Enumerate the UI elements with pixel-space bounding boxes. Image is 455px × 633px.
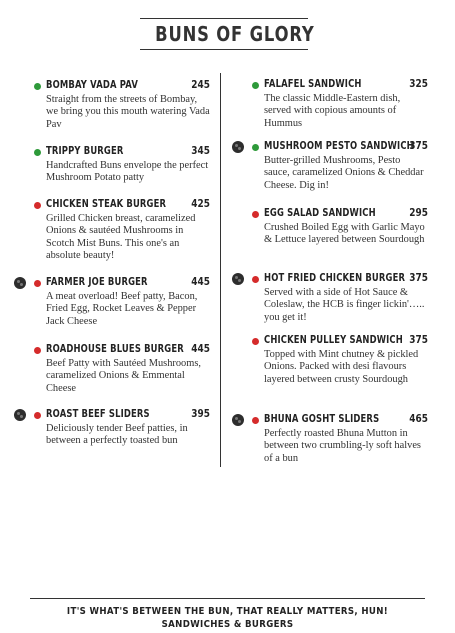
menu-title: BUNS OF GLORY — [155, 22, 315, 46]
menu-item — [14, 276, 210, 328]
item-price: 325 — [409, 78, 428, 90]
item-description: Deliciously tender Beef patties, in between a perfectly toasted bun — [46, 423, 188, 447]
item-name: CHICKEN PULLEY SANDWICH — [264, 334, 403, 346]
menu-item — [14, 408, 210, 448]
column-divider — [220, 73, 221, 467]
menu-item — [232, 78, 428, 130]
item-description: The classic Middle-Eastern dish, served with copious amounts of Hummus — [264, 93, 401, 129]
special-badge-icon — [232, 414, 244, 426]
item-price: 375 — [409, 334, 428, 346]
item-description: Butter-grilled Mushrooms, Pesto sauce, caramelized Onions & Cheddar Cheese. Dig in! — [264, 155, 424, 191]
item-price: 295 — [409, 207, 428, 219]
item-name: FALAFEL SANDWICH — [264, 78, 362, 90]
item-price: 465 — [409, 413, 428, 425]
non-veg-indicator-icon — [252, 211, 259, 218]
special-badge-icon — [232, 141, 244, 153]
menu-item — [232, 140, 428, 192]
item-price: 445 — [191, 343, 210, 355]
non-veg-indicator-icon — [34, 202, 41, 209]
menu-item — [232, 413, 428, 465]
non-veg-indicator-icon — [252, 276, 259, 283]
item-price: 375 — [409, 140, 428, 152]
item-description: Perfectly roasted Bhuna Mutton in between two crumbling-ly soft halves of a bun — [264, 428, 421, 464]
footer-rule — [30, 598, 425, 599]
item-name: MUSHROOM PESTO SANDWICH — [264, 140, 414, 152]
special-badge-icon — [232, 273, 244, 285]
item-name: ROAST BEEF SLIDERS — [46, 408, 150, 420]
item-name: ROADHOUSE BLUES BURGER — [46, 343, 184, 355]
non-veg-indicator-icon — [34, 347, 41, 354]
item-description: A meat overload! Beef patty, Bacon, Fried Egg, Rocket Leaves & Pepper Jack Cheese — [46, 291, 198, 327]
menu-footer — [30, 598, 425, 631]
menu-item — [232, 272, 428, 324]
menu-item — [14, 198, 210, 262]
item-description: Topped with Mint chutney & pickled Onions. Packed with desi flavours layered between crusty Sourdough — [264, 349, 419, 385]
menu-item — [232, 207, 428, 247]
item-name: TRIPPY BURGER — [46, 145, 124, 157]
item-description: Grilled Chicken breast, caramelized Onions & sautéed Mushrooms in Scotch Mist Buns. This one's an absolute beauty! — [46, 213, 196, 261]
item-name: BHUNA GOSHT SLIDERS — [264, 413, 380, 425]
item-description: Beef Patty with Sautéed Mushrooms, caramelized Onions & Emmental Cheese — [46, 358, 201, 394]
menu-title-block — [140, 18, 315, 50]
item-price: 445 — [191, 276, 210, 288]
title-rule-bottom — [140, 49, 308, 50]
veg-indicator-icon — [252, 82, 259, 89]
item-name: CHICKEN STEAK BURGER — [46, 198, 167, 210]
item-price: 245 — [191, 79, 210, 91]
non-veg-indicator-icon — [252, 417, 259, 424]
item-name: EGG SALAD SANDWICH — [264, 207, 376, 219]
item-description: Handcrafted Buns envelope the perfect Mushroom Potato patty — [46, 160, 209, 184]
menu-item — [14, 145, 210, 185]
non-veg-indicator-icon — [252, 338, 259, 345]
veg-indicator-icon — [34, 83, 41, 90]
item-description: Crushed Boiled Egg with Garlic Mayo & Lettuce layered between Sourdough — [264, 222, 425, 246]
veg-indicator-icon — [252, 144, 259, 151]
item-price: 395 — [191, 408, 210, 420]
item-name: BOMBAY VADA PAV — [46, 79, 139, 91]
item-description: Served with a side of Hot Sauce & Coleslaw, the HCB is finger lickin'….. you get it! — [264, 287, 425, 323]
footer-tagline: IT'S WHAT'S BETWEEN THE BUN, THAT REALLY MATTERS, HUN! — [66, 606, 389, 617]
special-badge-icon — [14, 409, 26, 421]
veg-indicator-icon — [34, 149, 41, 156]
menu-item — [14, 343, 210, 395]
item-price: 345 — [191, 145, 210, 157]
non-veg-indicator-icon — [34, 412, 41, 419]
item-name: FARMER JOE BURGER — [46, 276, 148, 288]
non-veg-indicator-icon — [34, 280, 41, 287]
item-price: 375 — [409, 272, 428, 284]
footer-section-name: SANDWICHES & BURGERS — [161, 619, 294, 630]
menu-item — [14, 79, 210, 131]
item-price: 425 — [191, 198, 210, 210]
item-description: Straight from the streets of Bombay, we bring you this mouth watering Vada Pav — [46, 94, 210, 130]
item-name: HOT FRIED CHICKEN BURGER — [264, 272, 406, 284]
menu-item — [232, 334, 428, 386]
special-badge-icon — [14, 277, 26, 289]
